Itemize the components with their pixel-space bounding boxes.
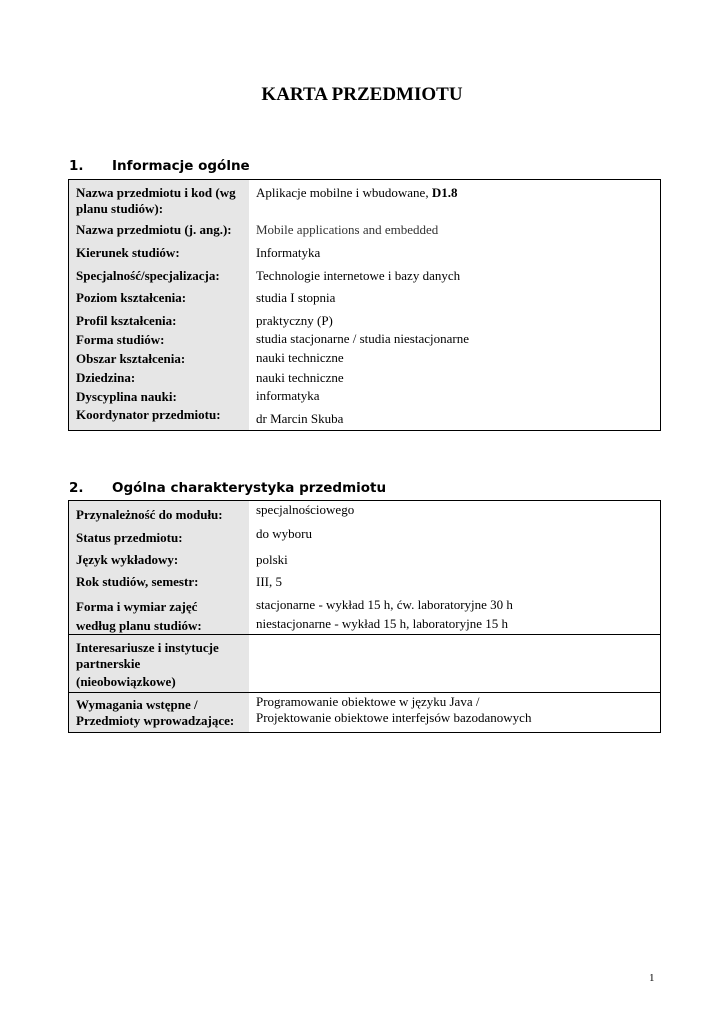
value-field-of-study: Informatyka [256, 245, 321, 260]
label-prerequisites: Wymagania wstępne / Przedmioty wprowadzające: [76, 697, 235, 728]
value-coordinator: dr Marcin Skuba [256, 411, 344, 426]
table-divider [69, 692, 660, 693]
label-domain: Dziedzina: [76, 370, 136, 385]
value-course-name: Aplikacje mobilne i wbudowane, D1.8 [256, 185, 458, 200]
value-domain: nauki techniczne [256, 370, 344, 385]
section-1-number: 1. [69, 158, 84, 174]
label-course-name: Nazwa przedmiotu i kod (wg planu studiów): [76, 185, 236, 216]
label-course-status: Status przedmiotu: [76, 530, 183, 545]
value-language: polski [256, 552, 288, 567]
value-year-semester: III, 5 [256, 574, 282, 589]
value-area: nauki techniczne [256, 350, 344, 365]
label-coordinator: Koordynator przedmiotu: [76, 407, 221, 422]
label-year-semester: Rok studiów, semestr: [76, 574, 199, 589]
value-course-name-en: Mobile applications and embedded [256, 222, 439, 237]
label-study-form: Forma studiów: [76, 332, 165, 347]
label-module: Przynależność do modułu: [76, 507, 223, 522]
value-study-form: studia stacjonarne / studia niestacjonarne [256, 331, 469, 346]
value-course-status: do wyboru [256, 526, 312, 541]
value-discipline: informatyka [256, 388, 320, 403]
section-2-number: 2. [69, 480, 84, 496]
general-info-table [68, 179, 661, 431]
label-education-level: Poziom kształcenia: [76, 290, 187, 305]
value-prerequisites-line1: Programowanie obiektowe w języku Java / [256, 694, 480, 709]
section-2-heading [69, 480, 386, 496]
value-specialization: Technologie internetowe i bazy danych [256, 268, 461, 283]
label-partners: Interesariusze i instytucje partnerskie [76, 640, 219, 671]
value-module: specjalnościowego [256, 502, 355, 517]
value-class-form-fulltime: stacjonarne - wykład 15 h, ćw. laboratoryjne 30 h [256, 597, 513, 612]
label-specialization: Specjalność/specjalizacja: [76, 268, 220, 283]
course-code: D1.8 [431, 185, 458, 200]
section-1-title: Informacje ogólne [112, 158, 250, 174]
label-area: Obszar kształcenia: [76, 351, 186, 366]
label-class-form: Forma i wymiar zajęć według planu studiów: [76, 599, 202, 633]
section-1-heading [69, 158, 250, 174]
value-profile: praktyczny (P) [256, 313, 333, 328]
characteristics-table [68, 500, 661, 733]
document-title: KARTA PRZEDMIOTU [261, 84, 463, 105]
label-course-name-en: Nazwa przedmiotu (j. ang.): [76, 222, 232, 237]
value-prerequisites-line2: Projektowanie obiektowe interfejsów bazodanowych [256, 710, 532, 725]
section-2-title: Ogólna charakterystyka przedmiotu [112, 480, 387, 496]
page-number: 1 [649, 972, 655, 984]
value-class-form-parttime: niestacjonarne - wykład 15 h, laboratoryjne 15 h [256, 616, 508, 631]
label-discipline: Dyscyplina nauki: [76, 389, 177, 404]
label-profile: Profil kształcenia: [76, 313, 177, 328]
table-divider [69, 634, 660, 635]
value-education-level: studia I stopnia [256, 290, 336, 305]
label-field-of-study: Kierunek studiów: [76, 245, 180, 260]
label-partners-optional: (nieobowiązkowe) [76, 674, 176, 689]
label-language: Język wykładowy: [76, 552, 179, 567]
